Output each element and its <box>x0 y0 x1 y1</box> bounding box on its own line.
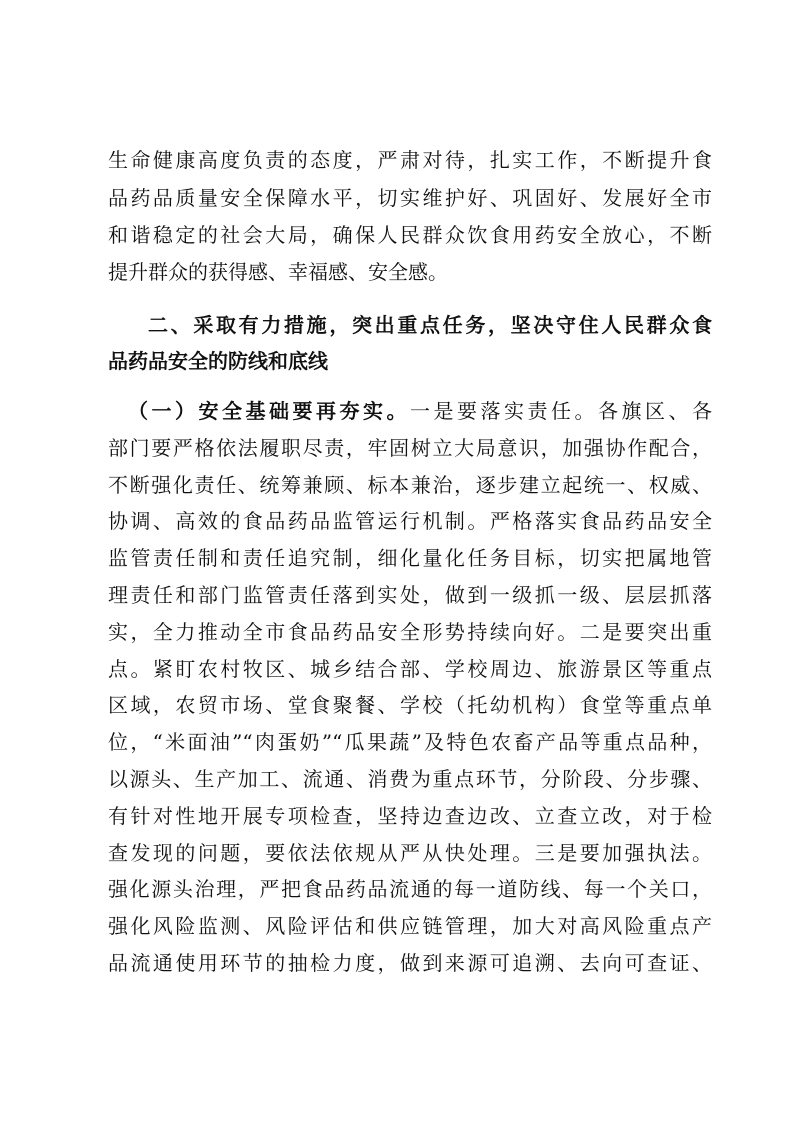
paragraph-line: 不断强化责任、统筹兼顾、标本兼治，逐步建立起统一、权威、 <box>108 473 712 497</box>
paragraph-line: 有针对性地开展专项检查，坚持边查边改、立查立改，对于检 <box>108 804 712 828</box>
paragraph-line: 查发现的问题，要依法依规从严从快处理。三是要加强执法。 <box>108 841 712 865</box>
subsection-lead-text: 一是要落实责任。各旗区、各 <box>410 399 712 423</box>
paragraph-line: 监管责任制和责任追究制，细化量化任务目标，切实把属地管 <box>108 546 712 570</box>
paragraph-line: 部门要严格依法履职尽责，牢固树立大局意识，加强协作配合， <box>108 436 712 460</box>
paragraph-line: 协调、高效的食品药品监管运行机制。严格落实食品药品安全 <box>108 509 712 533</box>
subsection-heading: （一）安全基础要再夯实。 <box>128 399 410 423</box>
paragraph-line: 和谐稳定的社会大局，确保人民群众饮食用药安全放心，不断 <box>108 223 712 247</box>
paragraph-line: 区域，农贸市场、堂食聚餐、学校（托幼机构）食堂等重点单 <box>108 693 712 717</box>
paragraph-line: 强化风险监测、风险评估和供应链管理，加大对高风险重点产 <box>108 914 712 938</box>
paragraph-line: 强化源头治理，严把食品药品流通的每一道防线、每一个关口， <box>108 877 712 901</box>
paragraph-line: 提升群众的获得感、幸福感、安全感。 <box>108 260 448 284</box>
section-heading-line: 二、采取有力措施，突出重点任务，坚决守住人民群众食 <box>148 313 712 337</box>
paragraph-line: 以源头、生产加工、流通、消费为重点环节，分阶段、分步骤、 <box>108 767 712 791</box>
paragraph-line: 品药品质量安全保障水平，切实维护好、巩固好、发展好全市 <box>108 186 712 210</box>
paragraph-line: 生命健康高度负责的态度，严肃对待，扎实工作，不断提升食 <box>108 148 712 172</box>
paragraph-line: 位，“米面油”“肉蛋奶”“瓜果蔬”及特色农畜产品等重点品种， <box>108 730 712 754</box>
paragraph-line: 点。紧盯农村牧区、城乡结合部、学校周边、旅游景区等重点 <box>108 657 712 681</box>
section-heading-line: 品药品安全的防线和底线 <box>108 349 328 373</box>
subsection-paragraph-first-line <box>128 396 712 426</box>
paragraph-line: 品流通使用环节的抽检力度，做到来源可追溯、去向可查证、 <box>108 951 712 975</box>
paragraph-line: 理责任和部门监管责任落到实处，做到一级抓一级、层层抓落 <box>108 583 712 607</box>
paragraph-line: 实，全力推动全市食品药品安全形势持续向好。二是要突出重 <box>108 620 712 644</box>
